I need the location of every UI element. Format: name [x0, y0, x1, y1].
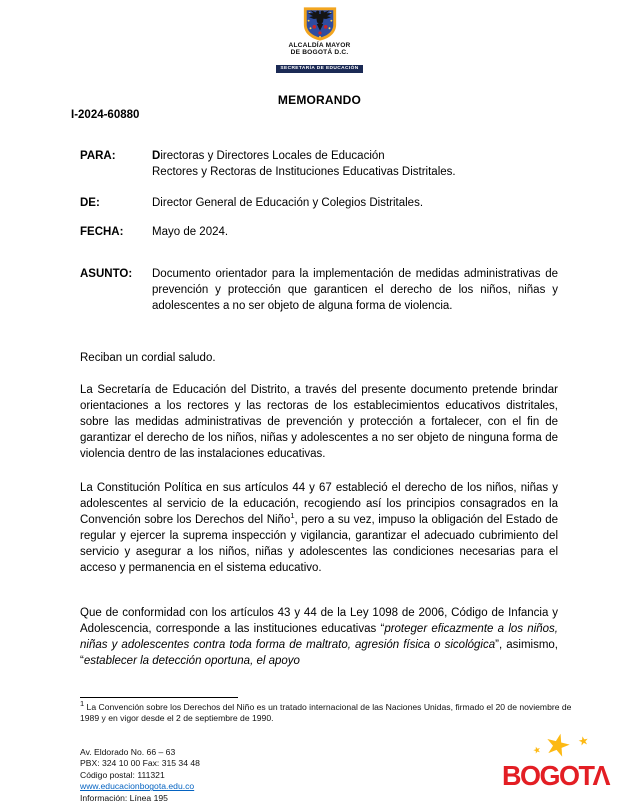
paragraph-constitucion-text1: La Constitución Política en sus artículos 44 y 67 estableció el derecho de los niños, niñas y adolescentes al servicio de la educación, recogiendo así los principios consagrados en la Convención sobre los Derechos del Niño	[80, 482, 558, 526]
footer-address: Av. Eldorado No. 66 – 63	[80, 747, 176, 757]
entity-name-line1: ALCALDÍA MAYOR	[288, 42, 351, 49]
paragraph-ley-text2: ”, asimismo, “	[80, 639, 558, 667]
para-value-line2: Rectores y Rectoras de Instituciones Educativas Distritales.	[152, 166, 456, 178]
paragraph-constitucion	[80, 480, 558, 576]
field-row-fecha	[80, 224, 558, 240]
paragraph-ley-quote2: establecer la detección oportuna, el apoyo	[83, 655, 300, 667]
star-icon: ★	[576, 733, 591, 749]
bogota-word-text: BOGOT	[502, 760, 594, 792]
field-row-asunto	[80, 266, 558, 314]
field-row-de	[80, 195, 558, 211]
footnote-separator	[80, 697, 238, 698]
para-label: PARA:	[80, 150, 116, 162]
fecha-value: Mayo de 2024.	[152, 226, 229, 238]
department-bar: SECRETARÍA DE EDUCACIÓN	[276, 65, 362, 73]
star-icon: ★	[531, 744, 543, 757]
asunto-value: Documento orientador para la implementación de medidas administrativas de prevención y protección que garanticen el derecho de los niños, niñas y adolescentes a no ser objeto de alguna forma de violencia.	[152, 268, 558, 312]
bogota-lambda-glyph: Λ	[592, 760, 611, 792]
de-value: Director General de Educación y Colegios Distritales.	[152, 197, 424, 209]
footnote-text	[80, 699, 572, 724]
filing-number: I-2024-60880	[71, 109, 140, 121]
para-value-line1: irectoras y Directores Locales de Educación	[160, 150, 385, 162]
paragraph-secretaria: La Secretaría de Educación del Distrito, a través del presente documento pretende brindar orientaciones a los rectores y las rectoras de los establecimientos educativos distritales, sobre las medidas administrativas de prevención y protección a fortalecer, con el fin de garantizar el derecho de los niños, niñas y adolescentes a no ser objeto de ninguna forma de violencia dentro de las instalaciones educativas.	[80, 384, 558, 460]
alcaldia-crest-icon	[301, 5, 339, 42]
footnote-marker: 1	[80, 699, 85, 709]
footnote-body: La Convención sobre los Derechos del Niño es un tratado internacional de las Naciones Unidas, firmado el 20 de noviembre de 1989 y en vigor desde el 2 de septiembre de 1990.	[80, 702, 572, 723]
para-value-initial: D	[152, 150, 161, 162]
footer-pbx: PBX: 324 10 00 Fax: 315 34 48	[80, 758, 200, 769]
para-value	[152, 148, 558, 180]
asunto-label: ASUNTO:	[80, 268, 133, 280]
footnote-reference-1: 1	[290, 511, 295, 521]
field-row-para	[80, 148, 558, 180]
paragraph-ley-quote1: proteger eficazmente a los niños, niñas y adolescentes contra toda forma de maltrato, agresión física o sicológica	[80, 623, 558, 651]
paragraph-ley-text1: Que de conformidad con los artículos 43 y 44 de la Ley 1098 de 2006, Código de Infancia y Adolescencia, corresponde a las instituciones educativas “	[80, 607, 558, 635]
de-label: DE:	[80, 197, 100, 209]
fecha-label: FECHA:	[80, 226, 124, 238]
bogota-brand-logo	[500, 726, 635, 797]
footer-contact-block	[80, 747, 200, 804]
alcaldia-header-logo	[255, 5, 385, 74]
footer-info-line: Información: Línea 195	[80, 792, 168, 803]
footer-website-link[interactable]: www.educacionbogota.edu.co	[80, 781, 195, 792]
bogota-wordmark	[502, 761, 611, 793]
star-icon: ★	[540, 726, 575, 765]
footer-postal-code: Código postal: 111321	[80, 769, 165, 780]
paragraph-ley-1098	[80, 605, 558, 669]
paragraph-constitucion-text2: , pero a su vez, impuso la obligación del Estado de regular y ejercer la suprema inspección y vigilancia, garantizar el adecuado cubrimiento del servicio y asegurar a los niños, niñas y adolescentes las condiciones necesarias para el acceso y permanencia en el sistema educativo.	[80, 514, 558, 574]
entity-name-line2: DE BOGOTÁ D.C.	[290, 49, 349, 57]
greeting-paragraph: Reciban un cordial saludo.	[80, 352, 216, 364]
memo-title: MEMORANDO	[277, 93, 362, 107]
